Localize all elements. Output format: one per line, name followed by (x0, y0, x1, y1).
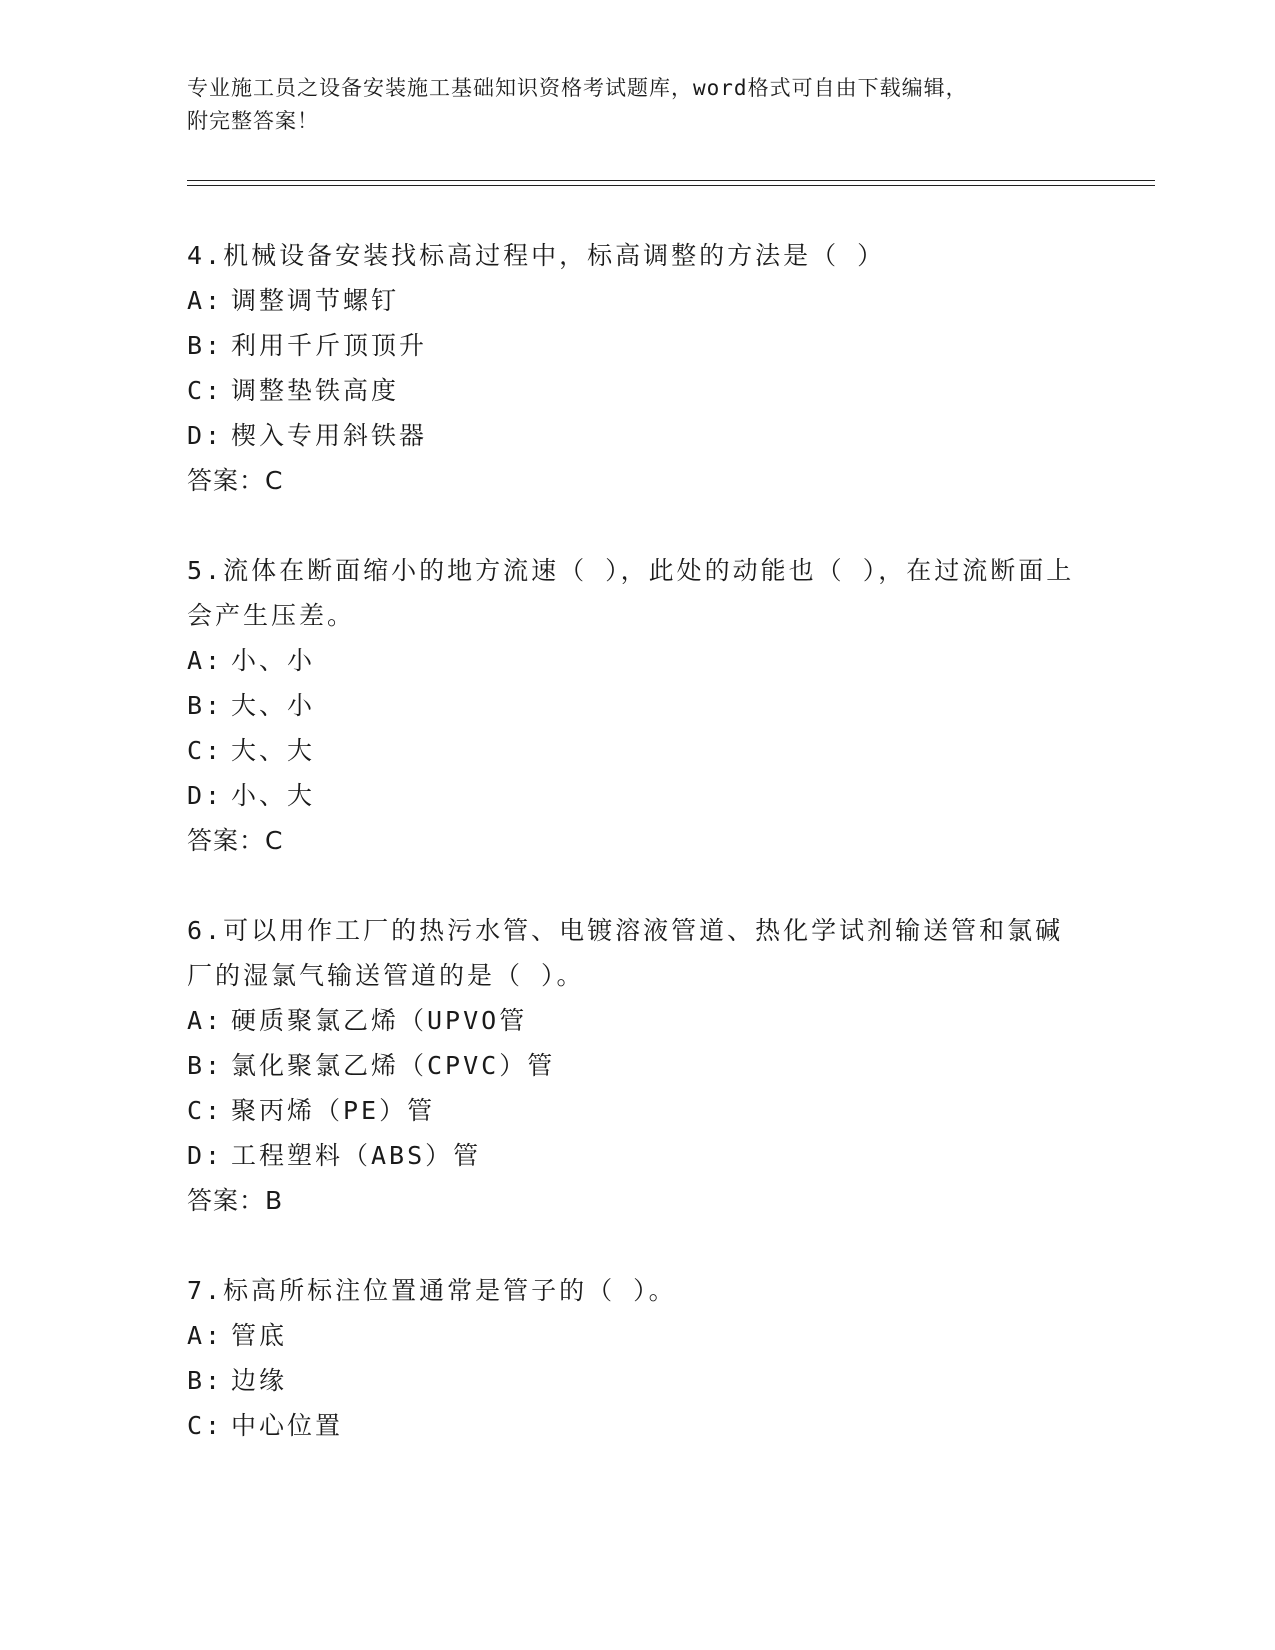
option-letter: A: (187, 646, 224, 675)
answer-label: 答案：C (187, 826, 284, 855)
option-a (187, 278, 1087, 323)
question-stem: 4.机械设备安装找标高过程中，标高调整的方法是（ ） (187, 241, 886, 270)
option-letter: C: (187, 1411, 224, 1440)
question-5 (187, 548, 1087, 863)
option-a (187, 638, 1087, 683)
option-c (187, 1403, 1087, 1448)
option-d (187, 413, 1087, 458)
option-text: 小、大 (231, 781, 316, 810)
header-divider-top (187, 180, 1155, 181)
option-a (187, 1313, 1087, 1358)
option-letter: B: (187, 691, 224, 720)
option-text: 大、大 (231, 736, 316, 765)
question-stem: 7.标高所标注位置通常是管子的（ ）。 (187, 1276, 677, 1305)
option-letter: D: (187, 421, 224, 450)
header-line-1: 专业施工员之设备安装施工基础知识资格考试题库，word格式可自由下载编辑， (187, 76, 968, 100)
option-text: 边缘 (231, 1366, 288, 1395)
option-b (187, 323, 1087, 368)
option-letter: A: (187, 286, 224, 315)
question-list (187, 233, 1087, 1493)
option-letter: B: (187, 1051, 224, 1080)
option-b (187, 1043, 1087, 1088)
question-stem: 5.流体在断面缩小的地方流速（ ），此处的动能也（ ），在过流断面上会产生压差。 (187, 556, 1075, 630)
option-d (187, 1133, 1087, 1178)
option-text: 氯化聚氯乙烯（CPVC）管 (231, 1051, 556, 1080)
question-7 (187, 1268, 1087, 1448)
document-header (187, 72, 1067, 138)
option-letter: C: (187, 736, 224, 765)
option-letter: C: (187, 1096, 224, 1125)
option-b (187, 1358, 1087, 1403)
header-line-2: 附完整答案！ (187, 109, 319, 133)
question-stem: 6.可以用作工厂的热污水管、电镀溶液管道、热化学试剂输送管和氯碱厂的湿氯气输送管道的是（ ）。 (187, 916, 1064, 990)
question-6 (187, 908, 1087, 1223)
option-letter: B: (187, 331, 224, 360)
option-letter: D: (187, 1141, 224, 1170)
option-c (187, 368, 1087, 413)
option-text: 小、小 (231, 646, 316, 675)
option-text: 利用千斤顶顶升 (231, 331, 428, 360)
answer-label: 答案：C (187, 466, 284, 495)
option-d (187, 773, 1087, 818)
option-a (187, 998, 1087, 1043)
option-letter: A: (187, 1321, 224, 1350)
answer-label: 答案：B (187, 1186, 284, 1215)
option-text: 楔入专用斜铁器 (231, 421, 428, 450)
option-text: 调整调节螺钉 (231, 286, 400, 315)
option-text: 硬质聚氯乙烯（UPVO管 (231, 1006, 528, 1035)
option-c (187, 1088, 1087, 1133)
option-b (187, 683, 1087, 728)
question-4 (187, 233, 1087, 503)
option-letter: A: (187, 1006, 224, 1035)
header-divider-bottom (187, 185, 1155, 186)
option-text: 中心位置 (231, 1411, 344, 1440)
option-text: 调整垫铁高度 (231, 376, 400, 405)
option-text: 聚丙烯（PE）管 (231, 1096, 436, 1125)
option-c (187, 728, 1087, 773)
option-text: 工程塑料（ABS）管 (231, 1141, 482, 1170)
option-text: 大、小 (231, 691, 316, 720)
option-letter: C: (187, 376, 224, 405)
option-letter: D: (187, 781, 224, 810)
option-text: 管底 (231, 1321, 288, 1350)
option-letter: B: (187, 1366, 224, 1395)
